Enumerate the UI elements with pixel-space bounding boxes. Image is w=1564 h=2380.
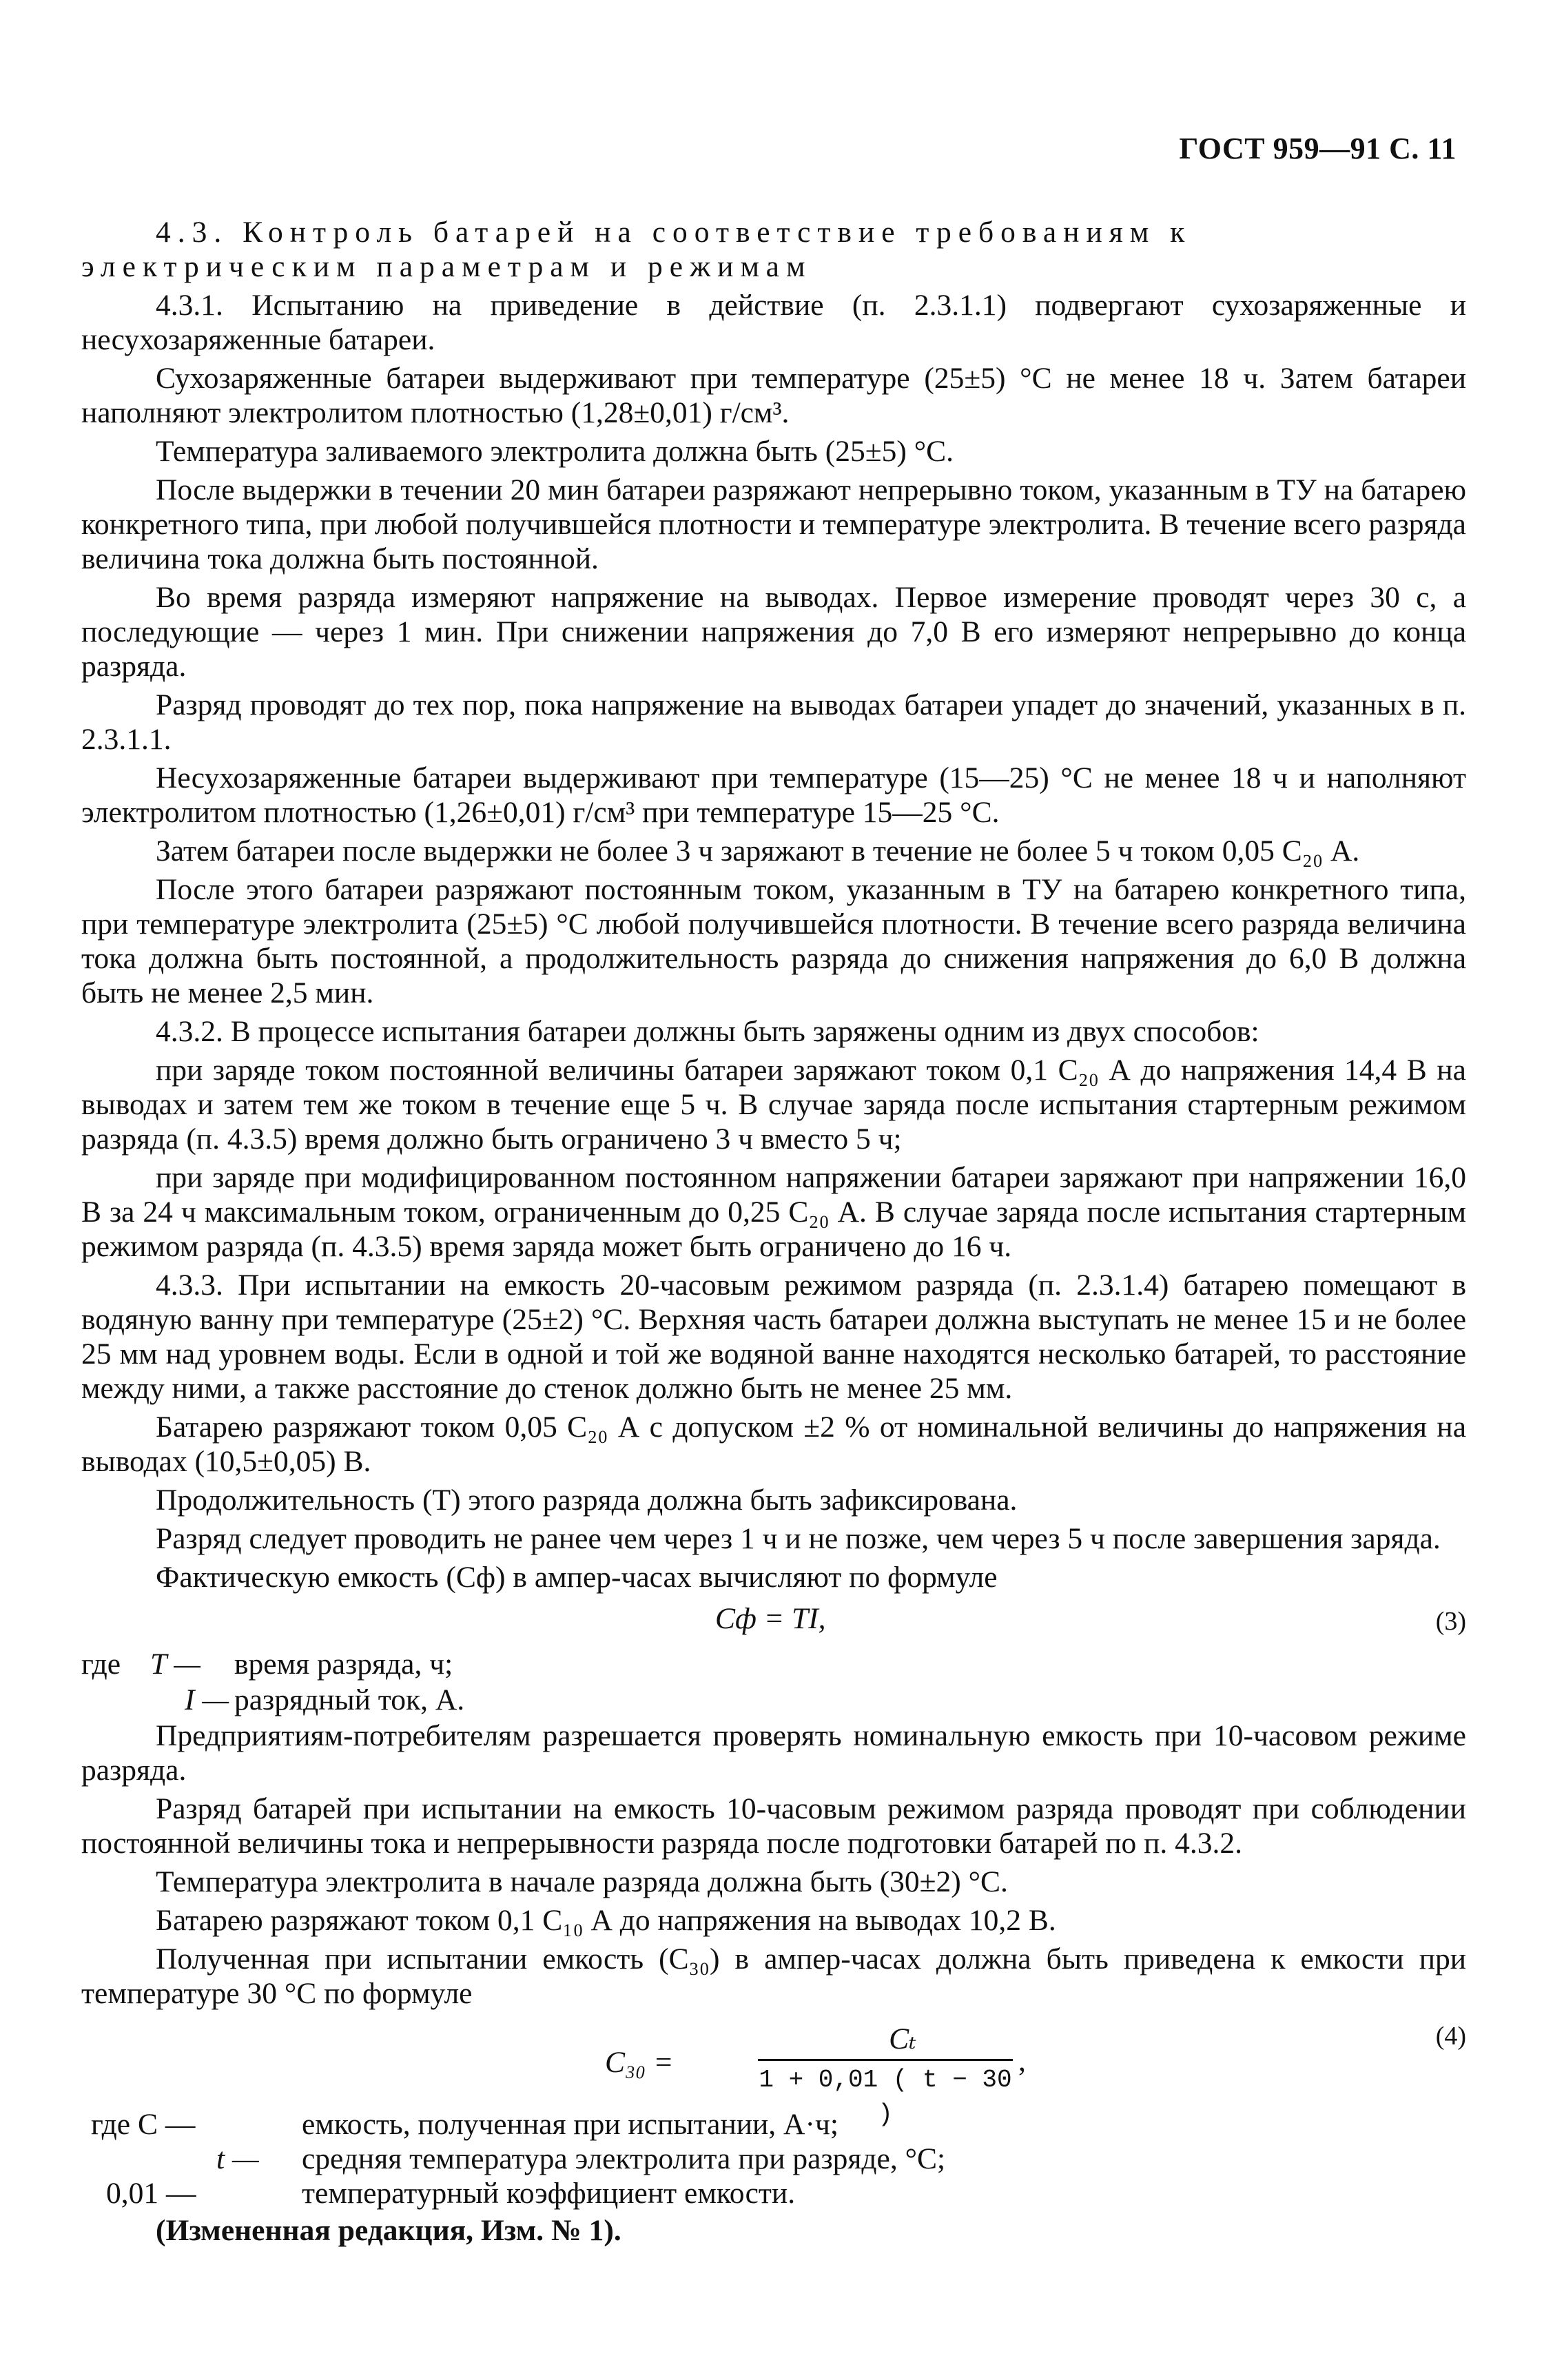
formula-3-number: (3) <box>1435 1607 1466 1636</box>
formula-4-number: (4) <box>1435 2022 1466 2051</box>
paragraph: 4.3.2. В процессе испытания батареи должны быть заряжены одним из двух способов: <box>156 1015 1259 1048</box>
paragraph: После этого батареи разряжают постоянным током, указанным в ТУ на батарею конкретного типа, при температуре электролита (25±5) °С любой получившейся плотности. В течение всего разряда величина тока должна быть постоянной, а продолжительность разряда до снижения напряжения до 6,0 В должна быть не менее 2,5 мин. <box>81 873 1466 1009</box>
paragraph: Несухозаряженные батареи выдерживают при температуре (15—25) °С не менее 18 ч и наполняют электролитом плотностью (1,26±0,01) г/см³ при температуре 15—25 °С. <box>81 761 1466 829</box>
formula-4-denominator: 1 + 0,01 ( t − 30 ) <box>759 2066 1012 2128</box>
legend-label: 0,01 — <box>106 2177 196 2210</box>
page-header: ГОСТ 959—91 С. 11 <box>1179 132 1457 165</box>
paragraph: Затем батареи после выдержки не более 3 ч заряжают в течение не более 5 ч током 0,05 C₂₀ А. <box>156 834 1360 868</box>
formula-4-comma: , <box>1018 2044 1026 2078</box>
paragraph: Сухозаряженные батареи выдерживают при температуре (25±5) °С не менее 18 ч. Затем батареи наполняют электролитом плотностью (1,28±0,01) г/см³. <box>81 362 1466 429</box>
paragraph: Разряд проводят до тех пор, пока напряжение на выводах батареи упадет до значений, указанных в п. 2.3.1.1. <box>81 688 1466 756</box>
where-label: где <box>81 1648 121 1681</box>
legend-row <box>81 2142 1466 2176</box>
legend-text: средняя температура электролита при разряде, °С; <box>302 2142 946 2175</box>
document-body <box>81 215 1466 2278</box>
paragraph: Предприятиям-потребителям разрешается проверять номинальную емкость при 10-часовом режиме разряда. <box>81 1719 1466 1787</box>
paragraph: Разряд батарей при испытании на емкость 10-часовым режимом разряда проводят при соблюдении постоянной величины тока и непрерывности разряда после подготовки батарей по п. 4.3.2. <box>81 1792 1466 1860</box>
legend-row <box>81 2176 1466 2210</box>
legend-text: емкость, полученная при испытании, А·ч; <box>302 2108 838 2141</box>
paragraph: Во время разряда измеряют напряжение на выводах. Первое измерение проводят через 30 с, а последующие — через 1 мин. При снижении напряжения до 7,0 В его измеряют непрерывно до конца разряда. <box>81 581 1466 683</box>
paragraph: при заряде током постоянной величины батареи заряжают током 0,1 C₂₀ А до напряжения 14,4 В на выводах и затем тем же током в течение еще 5 ч. В случае заряда после испытания стартерным режимом разряда (п. 4.3.5) время должно быть ограничено 3 ч вместо 5 ч; <box>81 1054 1466 1156</box>
where-row <box>81 1683 1466 1719</box>
paragraph: 4.3.1. Испытанию на приведение в действие (п. 2.3.1.1) подвергают сухозаряженные и несухозаряженные батареи. <box>81 289 1466 356</box>
formula-3-text: Cф = TI, <box>715 1602 826 1635</box>
paragraph: Температура заливаемого электролита должна быть (25±5) °С. <box>156 435 954 468</box>
legend-label: где C — <box>91 2108 196 2141</box>
where-symbol: I — <box>185 1683 229 1716</box>
where-text: время разряда, ч; <box>234 1648 453 1681</box>
formula-4-lhs: C₃₀ = <box>605 2046 674 2079</box>
paragraph: при заряде при модифицированном постоянном напряжении батареи заряжают при напряжении 16,0 В за 24 ч максимальным током, ограниченным до 0,25 C₂₀ А. В случае заряда после испытания стартерным режимом разряда (п. 4.3.5) время заряда может быть ограничено до 16 ч. <box>81 1161 1466 1263</box>
legend-label: t — <box>216 2142 259 2175</box>
paragraph: После выдержки в течении 20 мин батареи разряжают непрерывно током, указанным в ТУ на батарею конкретного типа, при любой получившейся плотности и температуре электролита. В течение всего разряда величина тока должна быть постоянной. <box>81 473 1466 575</box>
legend-row <box>81 2107 1466 2142</box>
paragraph: Температура электролита в начале разряда должна быть (30±2) °С. <box>156 1865 1008 1898</box>
paragraph: Продолжительность (T) этого разряда должна быть зафиксирована. <box>156 1484 1018 1517</box>
section-heading: 4.3. Контроль батарей на соответствие требованиям к электрическим параметрам и режимам <box>81 216 1192 283</box>
formula-4-numerator: Cₜ <box>889 2022 916 2055</box>
where-symbol: T — <box>150 1648 200 1681</box>
paragraph: Батарею разряжают током 0,1 C₁₀ А до напряжения на выводах 10,2 В. <box>156 1904 1056 1937</box>
where-row <box>81 1647 1466 1683</box>
paragraph: Разряд следует проводить не ранее чем через 1 ч и не позже, чем через 5 ч после завершения заряда. <box>156 1522 1441 1555</box>
paragraph: 4.3.3. При испытании на емкость 20-часовым режимом разряда (п. 2.3.1.4) батарею помещают в водяную ванну при температуре (25±2) °С. Верхняя часть батареи должна выступать не менее 15 и не более 25 мм над уровнем воды. Если в одной и той же водяной ванне находятся несколько батарей, то расстояние между ними, а также расстояние до стенок должно быть не менее 25 мм. <box>81 1269 1466 1405</box>
fraction-bar <box>758 2059 1013 2061</box>
legend-text: температурный коэффициент емкости. <box>302 2177 796 2210</box>
amendment-note: (Измененная редакция, Изм. № 1). <box>156 2214 621 2247</box>
where-text: разрядный ток, А. <box>234 1683 465 1716</box>
paragraph: Фактическую емкость (Cф) в ампер-часах вычисляют по формуле <box>156 1561 998 1594</box>
paragraph: Батарею разряжают током 0,05 C₂₀ А с допуском ±2 % от номинальной величины до напряжения на выводах (10,5±0,05) В. <box>81 1410 1466 1478</box>
formula-3 <box>81 1599 1466 1643</box>
paragraph: Полученная при испытании емкость (C₃₀) в ампер-часах должна быть приведена к емкости при температуре 30 °С по формуле <box>81 1942 1466 2010</box>
